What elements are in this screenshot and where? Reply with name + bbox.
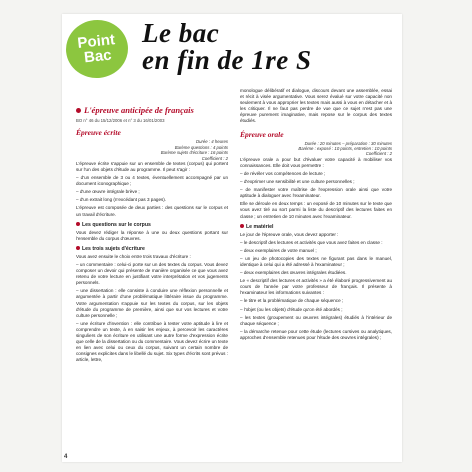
- badge-line-1: Point: [76, 31, 116, 52]
- list-item: – d'une œuvre intégrale brève ;: [76, 189, 140, 195]
- questions-text: Vous devez rédiger la réponse à une ou deux questions portant sur l'ensemble du corpus d'œuvres.: [76, 229, 228, 241]
- ecrite-title: Épreuve écrite: [76, 128, 121, 138]
- bullet-icon: [76, 222, 80, 226]
- orale-details: Elle se déroule en deux temps : un exposé de 10 minutes sur le texte que vous avez tiré au sort parmi la liste du descriptif des lectures faites en classe ; un entretien de 10 minutes avec l'examinateur.: [240, 201, 392, 219]
- list-item: – un jeu de photocopies des textes ne figurant pas dans le manuel, identique à celui qui a été adressé à l'examinateur ;: [240, 255, 392, 267]
- bullet-icon: [76, 108, 81, 113]
- page-title: [142, 20, 312, 74]
- meta-line: Barème sujets d'écriture : 16 points: [160, 150, 228, 156]
- list-item: – de révéler vos compétences de lecture ;: [240, 170, 326, 176]
- orale-meta: [240, 141, 392, 157]
- materiel-heading: [240, 224, 392, 231]
- meta-line: Barème : exposé : 10 points, entretien : 10 points: [298, 145, 392, 151]
- materiel-heading-text: Le matériel: [246, 223, 274, 230]
- list-item: – de manifester votre maîtrise de l'expression orale ainsi que votre aptitude à dialoguer avec l'examinateur.: [240, 187, 392, 199]
- list-item: – le titre et la problématique de chaque séquence ;: [240, 298, 344, 304]
- bo-reference: BO n° 46 du 15/12/2006 et n° 3 du 16/01/2003: [76, 118, 165, 123]
- orale-intro: L'épreuve orale a pour but d'évaluer votre capacité à mobiliser vos connaissances. Elle doit vous permettre :: [240, 156, 392, 168]
- point-bac-badge: [63, 17, 131, 81]
- section-title-text: L'épreuve anticipée de français: [84, 105, 194, 115]
- list-item: – le descriptif des lectures et activités que vous avez faites en classe :: [240, 239, 383, 245]
- badge-line-2: Bac: [83, 46, 113, 67]
- meta-line: Coefficient : 2: [365, 151, 392, 157]
- title-line-2: en fin de 1re S: [142, 45, 312, 75]
- meta-line: Durée : 20 minutes – préparation : 30 minutes: [304, 140, 392, 146]
- sujets-intro: Vous avez ensuite le choix entre trois travaux d'écriture :: [76, 253, 191, 259]
- meta-line: Durée : 4 heures: [195, 139, 228, 145]
- sujets-heading: [76, 246, 228, 253]
- sujets-heading-text: Les trois sujets d'écriture: [82, 245, 145, 252]
- meta-line: Barème questions : 4 points: [174, 144, 228, 150]
- invention-text: – une écriture d'invention : elle contribue à tester votre aptitude à lire et comprendre un texte, à en saisir les enjeux, à percevoir les caractères singuliers de son écriture en utilisant une autre forme d'expression écrite que celle de la dissertation ou du commentaire. Vous devez écrire un texte en lien avec celui ou ceux du corpus, suivant un certain nombre de consignes explicites dans le libellé du sujet. Six types d'écrits sont prévus : article, lettre,: [76, 320, 228, 363]
- bullet-icon: [76, 246, 80, 250]
- list-item: – la démarche retenue pour cette étude (lectures cursives ou analytiques, approches d'ensemble retenues pour l'étude des œuvres intégrales) ;: [240, 328, 392, 340]
- list-item: – d'un extrait long (n'excédant pas 3 pages).: [76, 197, 167, 203]
- composition-text: L'épreuve est composée de deux parties : des questions sur le corpus et un travail d'écriture.: [76, 205, 228, 217]
- orale-title: Épreuve orale: [240, 129, 284, 139]
- continued-text: monologue délibératif et dialogue, discours devant une assemblée, essai et récit à visée argumentative. Vous serez évalué sur votre capacité non seulement à vous approprier les textes mais aussi à vous en détacher et à les critiquer. Il ne faut pas perdre de vue que ce sujet n'est pas une épreuve purement imaginative, mais repose sur le corpus des textes étudiés.: [240, 88, 392, 124]
- list-item: – l'objet (ou les objets) d'étude qu'on été abordés ;: [240, 306, 343, 312]
- descriptif-text: Le « descriptif des lectures et activités » a été élaboré progressivement au cours de l'année par votre professeur de français. Il présente à l'examinateur les informations suivantes :: [240, 278, 392, 296]
- list-item: – deux exemplaires des œuvres intégrales étudiées.: [240, 270, 347, 276]
- list-item: – les textes (groupement ou œuvres intégrales) étudiés à l'intérieur de chaque séquence ;: [240, 314, 392, 326]
- title-line-1: Le bac: [142, 18, 220, 48]
- ecrite-meta: [76, 139, 228, 161]
- page-number: 4: [64, 454, 68, 460]
- list-item: – d'exprimer une sensibilité et une culture personnelles ;: [240, 179, 355, 185]
- questions-heading-text: Les questions sur le corpus: [82, 221, 151, 228]
- list-item: – deux exemplaires de votre manuel ;: [240, 247, 317, 253]
- section-title: [76, 106, 228, 115]
- left-column: [76, 106, 228, 365]
- questions-heading: [76, 222, 228, 229]
- materiel-intro: Le jour de l'épreuve orale, vous devez apporter :: [240, 231, 339, 237]
- commentaire-text: – un commentaire : celui-ci porte sur un des textes du corpus. Vous devez composer un devoir qui présente de manière organisée ce que vous avez retenu de votre lecture en justifiant votre interprétation et vos jugements personnels.: [76, 261, 228, 286]
- document-page: [62, 14, 402, 462]
- dissertation-text: – une dissertation : elle consiste à conduire une réflexion personnelle et argumentée à partir d'une problématique littéraire issue du programme. Votre argumentation s'appuie sur les textes du corpus, sur les objets d'étude du programme de première, ainsi que sur vos lectures et votre culture personnelle ;: [76, 288, 228, 318]
- list-item: – d'un ensemble de 3 ou 4 textes, éventuellement accompagné par un document iconographique ;: [76, 175, 228, 187]
- bullet-icon: [240, 224, 244, 228]
- meta-line: Coefficient : 2: [201, 155, 228, 161]
- right-column: [240, 88, 392, 343]
- ecrite-intro: L'épreuve écrite s'appuie sur un ensemble de textes (corpus) qui portent sur l'un des objets d'étude au programme. Il peut s'agir :: [76, 160, 228, 173]
